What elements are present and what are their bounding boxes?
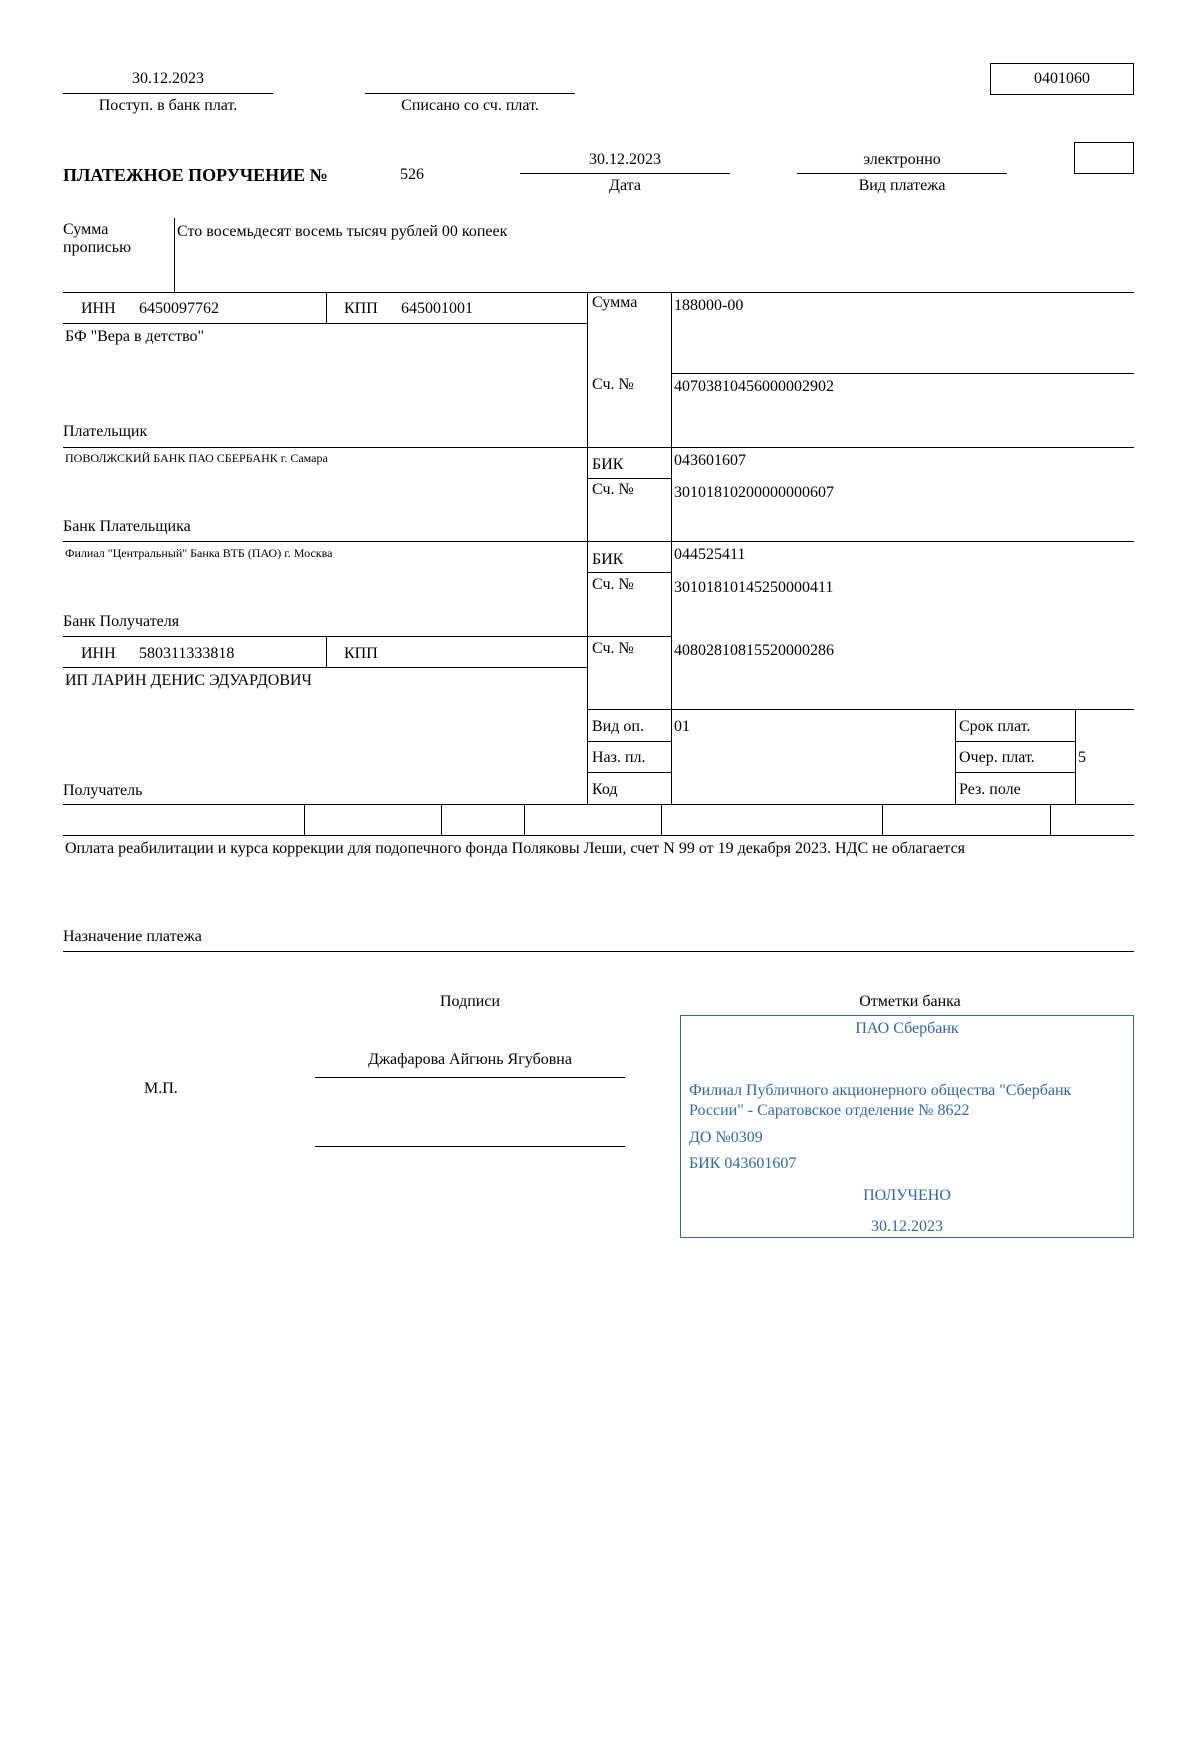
payer-inn: 6450097762 bbox=[139, 300, 219, 317]
divider bbox=[63, 292, 1134, 293]
op-type: 01 bbox=[674, 718, 690, 735]
divider bbox=[174, 218, 175, 292]
divider bbox=[365, 93, 575, 94]
stamp-branch: Филиал Публичного акционерного общества "Сбербанк России" - Саратовское отделение № 8622 bbox=[689, 1082, 1072, 1119]
stamp-date: 30.12.2023 bbox=[871, 1218, 943, 1235]
recipient-kpp-label: КПП bbox=[344, 645, 378, 662]
bank-received-date: 30.12.2023 bbox=[132, 70, 204, 87]
recipient-bank-bik-label: БИК bbox=[592, 551, 624, 568]
divider bbox=[587, 772, 671, 773]
divider bbox=[524, 804, 525, 835]
recipient-bank-bik: 044525411 bbox=[674, 546, 746, 563]
amount-words: Сто восемьдесят восемь тысяч рублей 00 копеек bbox=[177, 223, 508, 240]
recipient-account-label: Сч. № bbox=[592, 640, 634, 657]
sum-value: 188000-00 bbox=[674, 297, 744, 314]
divider bbox=[63, 667, 587, 668]
payer-kpp: 645001001 bbox=[401, 300, 473, 317]
signature-line bbox=[315, 1146, 625, 1147]
divider bbox=[587, 292, 588, 804]
payer-account-label: Сч. № bbox=[592, 376, 634, 393]
divider bbox=[63, 447, 1134, 448]
divider bbox=[587, 478, 671, 479]
priority-label: Очер. плат. bbox=[959, 749, 1035, 766]
stamp-office: ДО №0309 bbox=[689, 1129, 763, 1146]
payer-bank-account-label: Сч. № bbox=[592, 481, 634, 498]
divider bbox=[63, 951, 1134, 952]
divider bbox=[661, 804, 662, 835]
divider bbox=[955, 709, 956, 804]
purpose-text: Оплата реабилитации и курса коррекции для подопечного фонда Поляковы Леши, счет N 99 от 19 декабря 2023. НДС не облагается bbox=[65, 840, 966, 857]
op-type-label: Вид оп. bbox=[592, 718, 644, 735]
sum-label: Сумма bbox=[592, 294, 638, 311]
recipient-inn-label: ИНН bbox=[81, 645, 116, 662]
bank-marks-label: Отметки банка bbox=[859, 993, 961, 1010]
corner-box bbox=[1074, 142, 1134, 174]
payer-bank-name: ПОВОЛЖСКИЙ БАНК ПАО СБЕРБАНК г. Самара bbox=[65, 451, 328, 465]
recipient-bank-account: 30101810145250000411 bbox=[674, 579, 834, 596]
bank-received-label: Поступ. в банк плат. bbox=[98, 97, 238, 114]
recipient-bank-name: Филиал "Центральный" Банка ВТБ (ПАО) г. Москва bbox=[65, 546, 333, 560]
recipient-role-label: Получатель bbox=[63, 782, 143, 799]
seal-label: М.П. bbox=[144, 1080, 178, 1097]
divider bbox=[304, 804, 305, 835]
divider bbox=[955, 772, 1075, 773]
divider bbox=[63, 804, 1134, 805]
bank-stamp bbox=[680, 1015, 1134, 1238]
order-number: 526 bbox=[400, 166, 424, 183]
divider bbox=[587, 741, 671, 742]
recipient-inn: 580311333818 bbox=[139, 645, 235, 662]
signatures-label: Подписи bbox=[439, 993, 501, 1010]
divider bbox=[1050, 804, 1051, 835]
divider bbox=[441, 804, 442, 835]
divider bbox=[587, 572, 671, 573]
payer-bank-bik: 043601607 bbox=[674, 452, 746, 469]
divider bbox=[1075, 709, 1076, 804]
payer-bank-account: 30101810200000000607 bbox=[674, 484, 834, 501]
divider bbox=[587, 636, 671, 637]
stamp-bank: ПАО Сбербанк bbox=[855, 1020, 959, 1037]
payment-type: электронно bbox=[863, 151, 941, 168]
divider bbox=[63, 636, 587, 637]
debited-label: Списано со сч. плат. bbox=[401, 97, 539, 114]
purpose-label: Назначение платежа bbox=[63, 928, 202, 945]
divider bbox=[587, 709, 1134, 710]
term-label: Срок плат. bbox=[959, 718, 1031, 735]
payer-bank-bik-label: БИК bbox=[592, 456, 624, 473]
divider bbox=[326, 292, 327, 323]
payer-inn-label: ИНН bbox=[81, 300, 116, 317]
divider bbox=[955, 741, 1075, 742]
purpose-code-label: Наз. пл. bbox=[592, 749, 646, 766]
stamp-status: ПОЛУЧЕНО bbox=[863, 1187, 951, 1204]
divider bbox=[326, 636, 327, 667]
stamp-bik: БИК 043601607 bbox=[689, 1155, 797, 1172]
divider bbox=[63, 323, 587, 324]
recipient-name: ИП ЛАРИН ДЕНИС ЭДУАРДОВИЧ bbox=[65, 672, 312, 689]
recipient-bank-account-label: Сч. № bbox=[592, 576, 634, 593]
document-title: ПЛАТЕЖНОЕ ПОРУЧЕНИЕ № bbox=[63, 165, 328, 185]
divider bbox=[63, 541, 1134, 542]
payment-type-label: Вид платежа bbox=[858, 177, 946, 194]
form-code-box bbox=[990, 63, 1134, 95]
signature-line bbox=[315, 1077, 625, 1078]
order-date-label: Дата bbox=[609, 177, 641, 194]
signer-name: Джафарова Айгюнь Ягубовна bbox=[368, 1051, 572, 1068]
reserve-label: Рез. поле bbox=[959, 781, 1021, 798]
payer-account: 40703810456000002902 bbox=[674, 378, 834, 395]
divider bbox=[63, 93, 273, 94]
payer-kpp-label: КПП bbox=[344, 300, 378, 317]
divider bbox=[797, 173, 1007, 174]
payer-name: БФ "Вера в детство" bbox=[65, 328, 205, 345]
order-date: 30.12.2023 bbox=[589, 151, 661, 168]
recipient-bank-role-label: Банк Получателя bbox=[63, 613, 180, 630]
divider bbox=[671, 373, 1134, 374]
payer-bank-role-label: Банк Плательщика bbox=[63, 518, 191, 535]
priority-value: 5 bbox=[1078, 749, 1086, 766]
divider bbox=[882, 804, 883, 835]
divider bbox=[671, 292, 672, 804]
code-label: Код bbox=[592, 781, 618, 798]
payer-role-label: Плательщик bbox=[63, 423, 148, 440]
divider bbox=[63, 835, 1134, 836]
recipient-account: 40802810815520000286 bbox=[674, 642, 834, 659]
form-code: 0401060 bbox=[1034, 70, 1090, 87]
amount-words-label: Сумма прописью bbox=[63, 221, 132, 256]
divider bbox=[520, 173, 730, 174]
